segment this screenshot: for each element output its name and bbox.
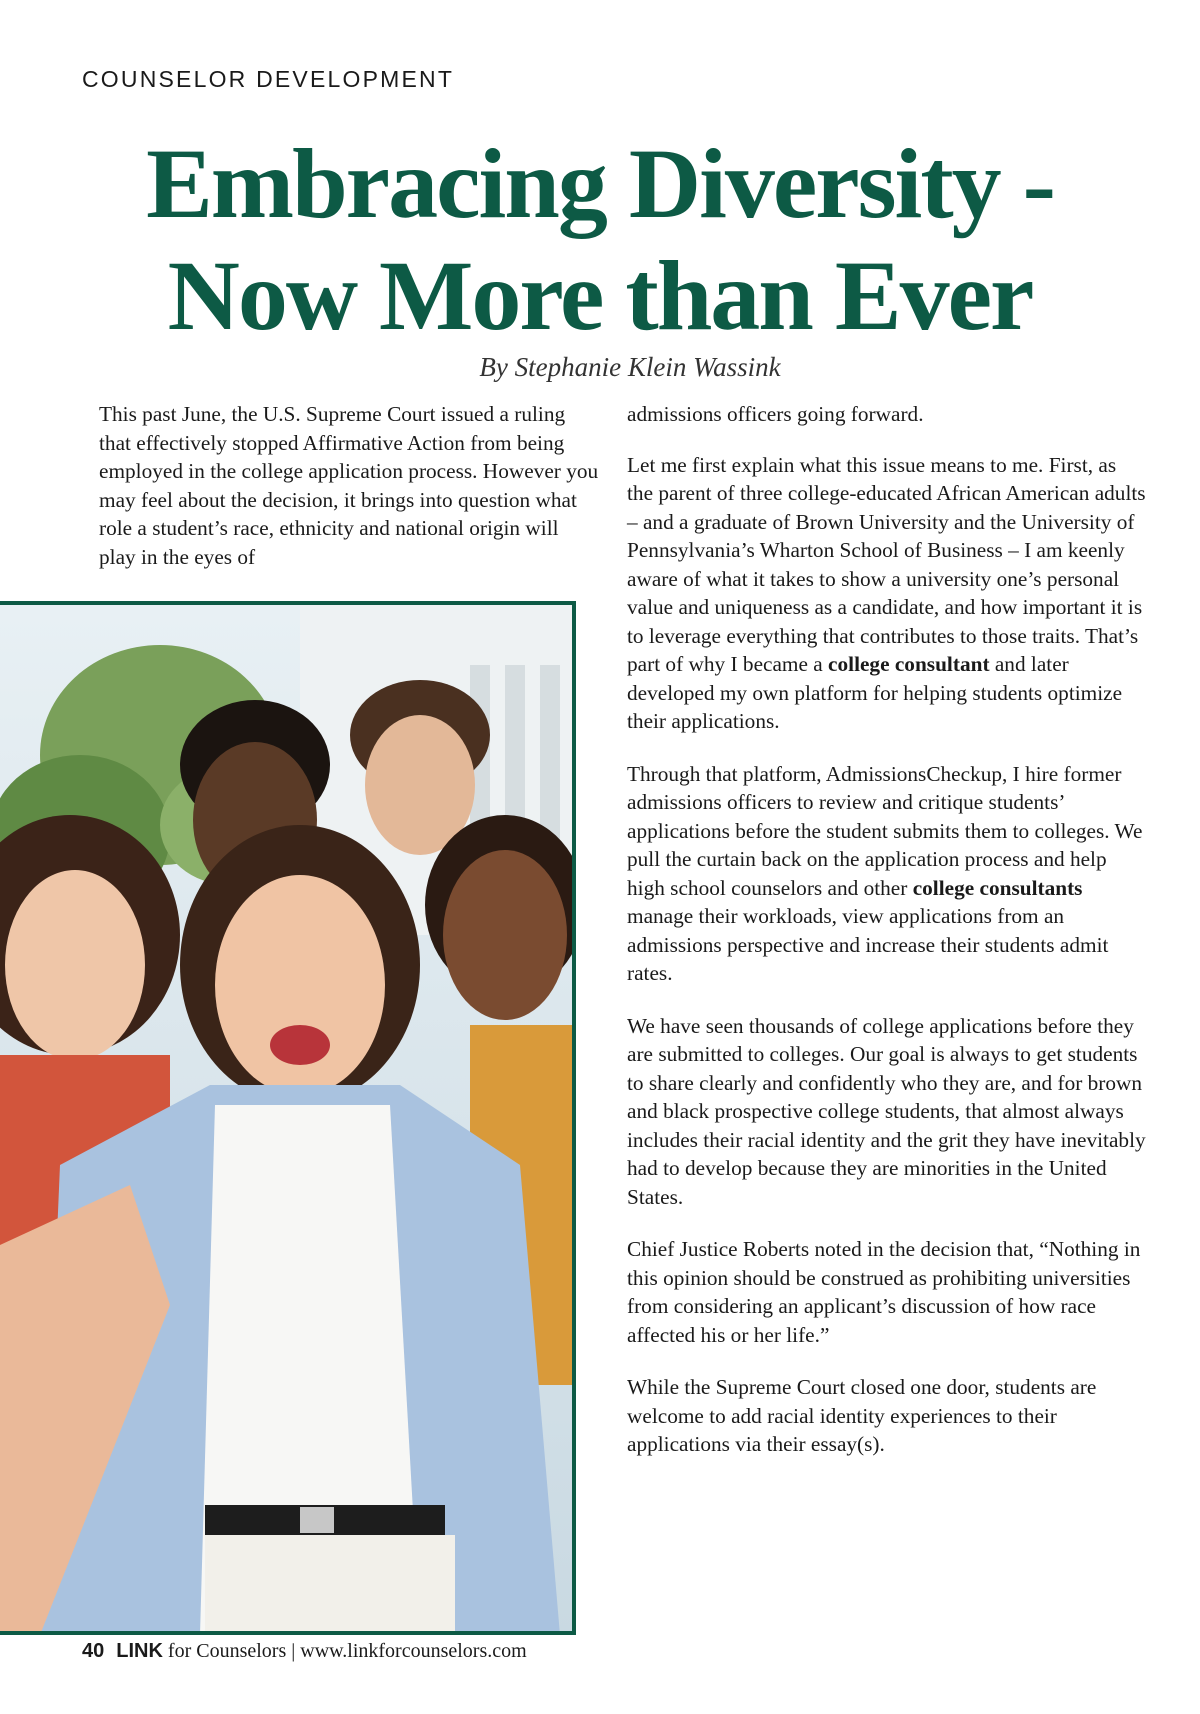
text-run: Let me first explain what this issue means to me. First, as the parent of three college-educated African American adults – and a graduate of Brown University and the University of Pennsylvania’s Wharton School of Business – I am keenly aware of what it takes to show a university one’s personal value and uniqueness as a candidate, and how important it is to leverage everything that contributes to those traits. That’s part of why I became a [627,452,1146,676]
text-run: and later developed my own platform for helping students optimize their applications. [627,652,1123,733]
right-column [627,400,1147,1483]
page-footer [82,1640,527,1663]
college-consultant-link[interactable]: college consultant [828,652,990,676]
left-column [99,400,599,595]
text-run: manage their workloads, view applications from an admissions perspective and increase their students admit rates. [627,904,1109,985]
byline: By Stephanie Klein Wassink [479,352,781,382]
section-label: COUNSELOR DEVELOPMENT [82,66,455,92]
page-number: 40 [82,1640,105,1662]
publication-brand: LINK [116,1640,163,1662]
college-consultants-link[interactable]: college consultants [912,875,1083,900]
paragraph [627,760,1147,988]
paragraph: admissions officers going forward. [627,402,924,426]
paragraph: This past June, the U.S. Supreme Court issued a ruling that effectively stopped Affirmative Action from being employed in the college application process. However you may feel about the decision, it brings into question what role a student’s race, ethnicity and national origin will play in the eyes of [99,402,599,569]
paragraph [627,451,1147,736]
article-title-line-1: Embracing Diversity - [146,128,1054,239]
footer-text: for Counselors | www.linkforcounselors.com [162,1640,527,1662]
group-selfie-photo [0,601,576,1635]
article-title-line-2: Now More than Ever [167,240,1033,351]
paragraph: While the Supreme Court closed one door, students are welcome to add racial identity experiences to their applications via their essay(s). [627,1375,1097,1456]
article-title [0,128,1200,352]
text-run: Through that platform, AdmissionsCheckup, I hire former admissions officers to review and critique students’ applications before the student submits them to colleges. We pull the curtain back on the application process and help high school counselors and other [627,761,1143,900]
paragraph: Chief Justice Roberts noted in the decision that, “Nothing in this opinion should be construed as prohibiting universities from considering an applicant’s discussion of how race affected his or her life.” [627,1237,1141,1347]
paragraph: We have seen thousands of college applications before they are submitted to colleges. Our goal is always to get students to share clearly and confidently who they are, and for brown and black prospective college students, that almost always includes their racial identity and the grit they have inevitably had to develop because they are minorities in the United States. [627,1013,1146,1209]
